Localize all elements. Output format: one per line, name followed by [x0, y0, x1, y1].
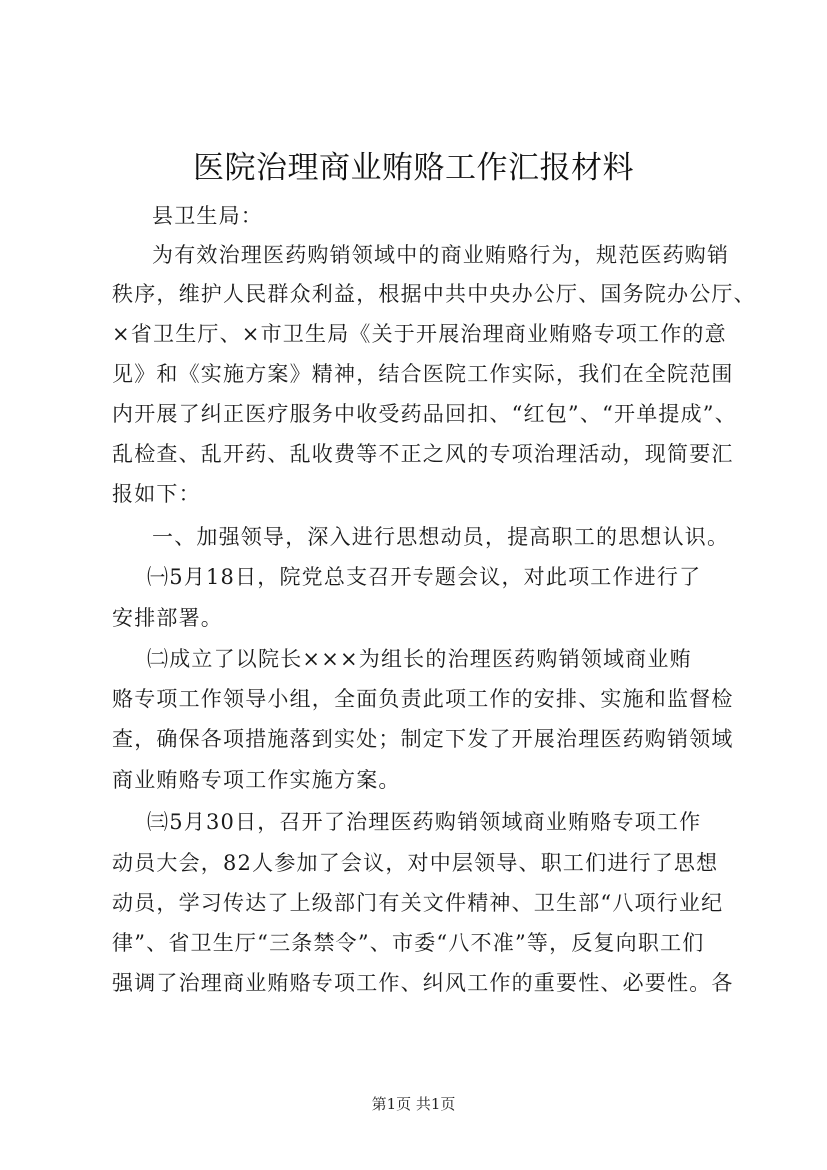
body-line: 乱检查、乱开药、乱收费等不正之风的专项治理活动，现简要汇 [112, 442, 734, 466]
salutation-line: 县卫生局： [152, 204, 263, 228]
body-line: 动员，学习传达了上级部门有关文件精神、卫生部“八项行业纪 [112, 891, 724, 915]
body-line: 赂专项工作领导小组，全面负责此项工作的安排、实施和监督检 [112, 687, 734, 711]
document-title: 医院治理商业贿赂工作汇报材料 [193, 150, 634, 186]
body-line: 见》和《实施方案》精神，结合医院工作实际，我们在全院范围 [112, 362, 734, 386]
body-line: 内开展了纠正医疗服务中收受药品回扣、“红包”、“开单提成”、 [112, 402, 737, 426]
body-line: ㈡成立了以院长×××为组长的治理医药购销领域商业贿 [147, 647, 692, 671]
body-line: 秩序，维护人民群众利益，根据中共中央办公厅、国务院办公厅、 [112, 282, 756, 306]
body-line: 为有效治理医药购销领域中的商业贿赂行为，规范医药购销 [152, 243, 730, 267]
body-line: ㈢5月30日，召开了治理医药购销领域商业贿赂专项工作 [147, 810, 702, 834]
body-line: 商业贿赂专项工作实施方案。 [112, 768, 401, 792]
body-line: 查，确保各项措施落到实处；制定下发了开展治理医药购销领域 [112, 727, 734, 751]
body-line: 强调了治理商业贿赂专项工作、纠风工作的重要性、必要性。各 [112, 971, 734, 995]
body-line: 动员大会，82人参加了会议，对中层领导、职工们进行了思想 [112, 851, 719, 875]
body-line: ×省卫生厅、×市卫生局《关于开展治理商业贿赂专项工作的意 [112, 322, 727, 346]
body-line: ㈠5月18日，院党总支召开专题会议，对此项工作进行了 [147, 565, 702, 589]
body-line: 律”、省卫生厅“三条禁令”、市委“八不准”等，反复向职工们 [112, 931, 705, 955]
page-number-footer: 第1页 共1页 [371, 1095, 456, 1113]
body-line: 安排部署。 [112, 606, 223, 630]
body-line: 报如下： [112, 482, 201, 506]
section-heading: 一、加强领导，深入进行思想动员，提高职工的思想认识。 [152, 525, 730, 549]
